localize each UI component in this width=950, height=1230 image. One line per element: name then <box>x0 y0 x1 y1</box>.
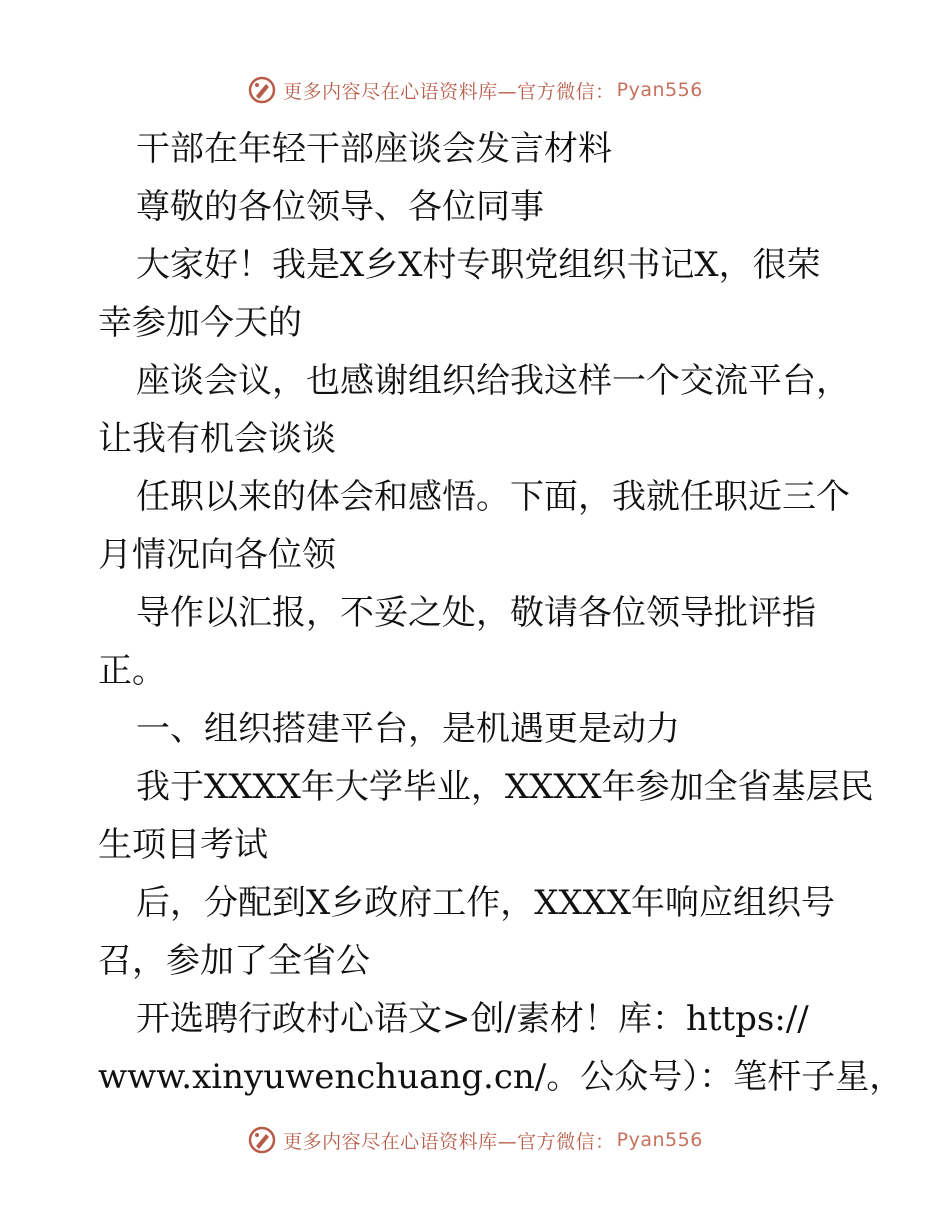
paragraph-line: 幸参加今天的 <box>98 303 302 343</box>
paragraph-line: 后，分配到X乡政府工作，XXXX年响应组织号 <box>136 883 836 923</box>
document-body <box>98 120 904 1106</box>
paragraph-line: 让我有机会谈谈 <box>98 419 336 459</box>
salutation: 尊敬的各位领导、各位同事 <box>136 187 544 227</box>
watermark-account: Pyan556 <box>616 79 703 101</box>
watermark-text: 更多内容尽在心语资料库—官方微信： <box>283 1130 615 1153</box>
paragraph-line: www.xinyuwenchuang.cn/。公众号）：笔杆子星， <box>98 1057 904 1097</box>
header-watermark <box>0 70 950 110</box>
section-heading: 一、组织搭建平台，是机遇更是动力 <box>136 709 680 749</box>
paragraph-line: 任职以来的体会和感悟。下面，我就任职近三个 <box>136 477 850 517</box>
footer-watermark <box>0 1120 950 1160</box>
watermark-text: 更多内容尽在心语资料库—官方微信： <box>283 80 615 103</box>
pen-nib-logo-icon <box>247 1125 277 1155</box>
paragraph-line: 我于XXXX年大学毕业，XXXX年参加全省基层民 <box>136 767 874 807</box>
watermark-account: Pyan556 <box>616 1129 703 1151</box>
paragraph-line: 生项目考试 <box>98 825 268 865</box>
document-title: 干部在年轻干部座谈会发言材料 <box>136 129 612 169</box>
paragraph-line: 开选聘行政村心语文>创/素材！库：https:// <box>136 999 809 1039</box>
paragraph-line: 导作以汇报，不妥之处，敬请各位领导批评指 <box>136 593 816 633</box>
paragraph-line: 正。 <box>98 651 166 691</box>
pen-nib-logo-icon <box>247 75 277 105</box>
paragraph-line: 座谈会议，也感谢组织给我这样一个交流平台， <box>136 361 850 401</box>
paragraph-line: 召，参加了全省公 <box>98 941 370 981</box>
paragraph-line: 大家好！我是X乡X村专职党组织书记X，很荣 <box>136 245 821 285</box>
paragraph-line: 月情况向各位领 <box>98 535 336 575</box>
